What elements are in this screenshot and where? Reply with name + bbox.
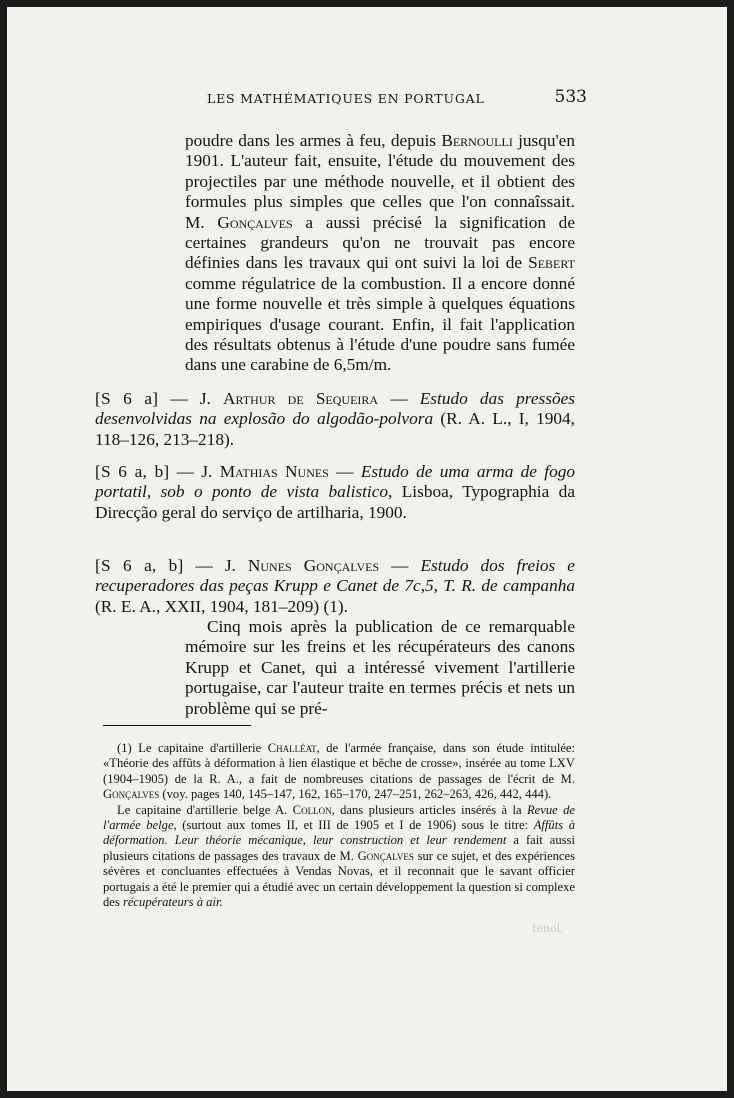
book-page [7,7,727,1091]
cont-seg-2: jusqu'en 1901. L'auteur fait, ensuite, l'étude du mouvement des projectiles par une méthode nouvelle, et il obtient des formules plus simples que celles que l'on connaîssait. M. [185,131,575,232]
entry-title: Estudo de uma arma de fogo portatil, sob o ponto de vista balistico, [95,462,576,502]
cont-seg-1: poudre dans les armes à feu, depuis [185,131,442,150]
entry-dash: — J. [158,389,224,408]
review-text: Cinq mois après la publication de ce remarquable mémoire sur les freins et les récupérateurs des canons Krupp et Canet, qui a intéressé vivement l'artillerie portugaise, car l'auteur traite en termes précis et nets un problème qui se pré- [185,617,575,718]
continued-paragraph [185,131,575,376]
footnotes [103,741,575,910]
bibliography-entry [95,389,575,450]
entry-title: Estudo das pressões desenvolvidas na explosão do algodão-polvora [95,389,575,429]
entry-source: (R. A. L., I, 1904, 118–126, 213–218). [95,409,575,449]
name-bernoulli: Bernoulli [441,131,513,150]
cont-seg-4: comme régulatrice de la combustion. Il a encore donné une forme nouvelle et très simple à quelques équations empiriques d'usage courant. Enfin, il fait l'application des résultats obtenus à l'étude d'une poudre sans fumée dans une carabine de 6,5m/m. [185,273,575,375]
footnote-rule [103,725,251,726]
footnote-2: Le capitaine d'artillerie belge A. Collon, dans plusieurs articles insérés à la Revue de l'armée belge, (surtout aux tomes II, et III de 1905 et I de 1906) sous le titre: Affûts à déformation. Leur théorie mécanique, leur construction et leur rendement a fait aussi plusieurs citations de passages des travaux de M. Gonçalves sur ce sujet, et des expériences sévères et concluantes effectuées à Vendas Novas, et il reconnait que le savant officier portugais a été le premier qui a étudié avec un certain développement la question si complexe des récupérateurs à air. [103,802,575,910]
name-goncalves: Gonçalves [217,212,293,232]
entry-tag: [S 6 a, b] [95,556,184,575]
entry-dash: — [328,462,361,481]
entry-dash: — [379,556,421,575]
name-sebert: Sebert [528,253,575,273]
footnote-1: (1) Le capitaine d'artillerie Challéat, de l'armée française, dans son étude intitulée: «Théorie des affûts à déformation à lien élastique et bêche de crosse», insérée au tome LXV (1904–1905) de la R. A., a fait de nombreuses citations de passages de l'écrit de M. Gonçalves (voy. pages 140, 145–147, 162, 165–170, 247–251, 262–263, 426, 442, 444). [103,741,575,802]
entry-title: Estudo dos freios e recuperadores das peças Krupp e Canet de 7c,5, T. R. de campanha [95,556,575,596]
entry-source: (R. E. A., XXII, 1904, 181–209) (1). [95,596,348,616]
entry-tag: [S 6 a] [95,389,159,408]
entry-author: Nunes Gonçalves [247,556,380,575]
faded-show-through: tenol. [532,922,564,935]
entry-tag: [S 6 a, b] [95,462,170,481]
bibliography-entry [95,462,575,523]
cont-seg-3: a aussi précisé la signification de certaines grandeurs qu'on ne trouvait pas encore définies dans les travaux qui ont suivi la loi de [185,212,575,273]
bibliography-entry [95,556,575,617]
page-number: 533 [554,87,587,107]
entry-author: Mathias Nunes [219,462,329,481]
review-paragraph [185,617,575,719]
entry-author: Arthur de Sequeira [223,389,379,408]
entry-dash: — J. [169,462,220,481]
page-header [207,87,587,109]
entry-dash: — [378,389,420,408]
entry-source: Lisboa, Typographia da Direcção geral do serviço de artilharia, 1900. [95,482,575,522]
entry-dash: — J. [183,556,248,575]
running-title: LES MATHÉMATIQUES EN PORTUGAL [207,91,485,106]
